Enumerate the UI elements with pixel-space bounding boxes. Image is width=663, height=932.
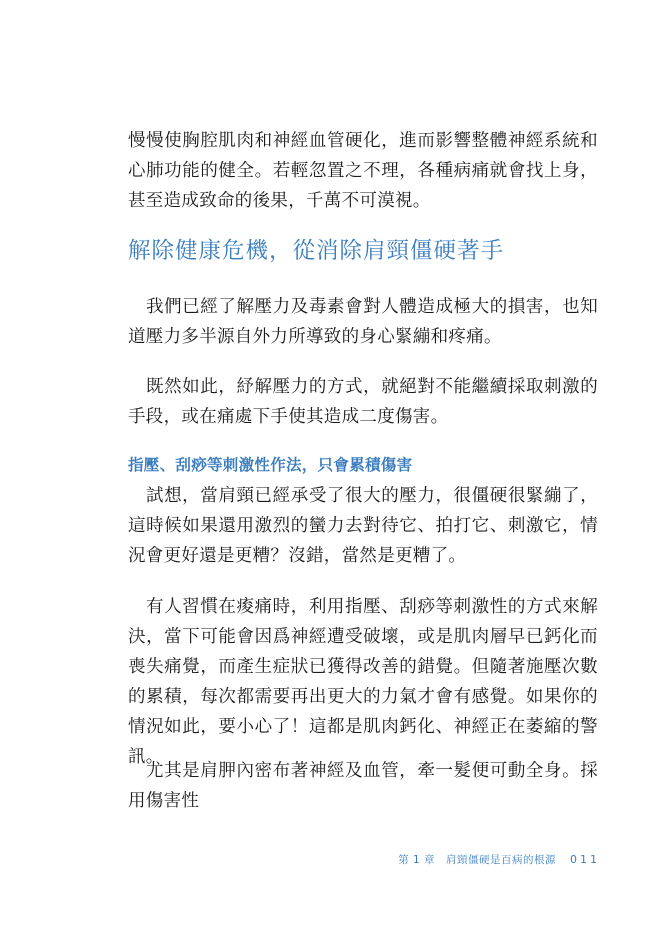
paragraph-continuation: 慢慢使胸腔肌肉和神經血管硬化，進而影響整體神經系統和心肺功能的健全。若輕忽置之不理，各種病痛就會找上身，甚至造成致命的後果，千萬不可漠視。 (128, 131, 598, 211)
page-number: 011 (570, 853, 600, 866)
paragraph-shoulder-blade: 尤其是肩胛內密布著神經及血管，牽一髮便可動全身。採用傷害性 (128, 761, 598, 811)
page-footer (380, 852, 600, 867)
section-heading: 解除健康危機，從消除肩頸僵硬著手 (128, 238, 505, 264)
paragraph-stress-intro: 我們已經了解壓力及毒素會對人體造成極大的損害，也知道壓力多半源自外力所導致的身心緊繃和疼痛。 (128, 297, 598, 347)
paragraph-consider: 試想，當肩頸已經承受了很大的壓力，很僵硬很緊繃了，這時候如果還用激烈的蠻力去對待它、拍打它、刺激它，情況會更好還是更糟？沒錯，當然是更糟了。 (128, 486, 598, 566)
chapter-title: 第 1 章 肩頸僵硬是百病的根源 (398, 854, 556, 866)
paragraph-relief-method: 既然如此，紓解壓力的方式，就絕對不能繼續採取刺激的手段，或在痛處下手使其造成二度傷害。 (128, 377, 598, 427)
sub-heading: 指壓、刮痧等刺激性作法，只會累積傷害 (128, 456, 413, 474)
paragraph-acupressure-warning: 有人習慣在痠痛時，利用指壓、刮痧等刺激性的方式來解決，當下可能會因爲神經遭受破壞，或是肌肉層早已鈣化而喪失痛覺，而產生症狀已獲得改善的錯覺。但隨著施壓次數的累積，每次都需要再出更大的力氣才會有感覺。如果你的情況如此，要小心了！這都是肌肉鈣化、神經正在萎縮的警訊。 (128, 597, 598, 767)
